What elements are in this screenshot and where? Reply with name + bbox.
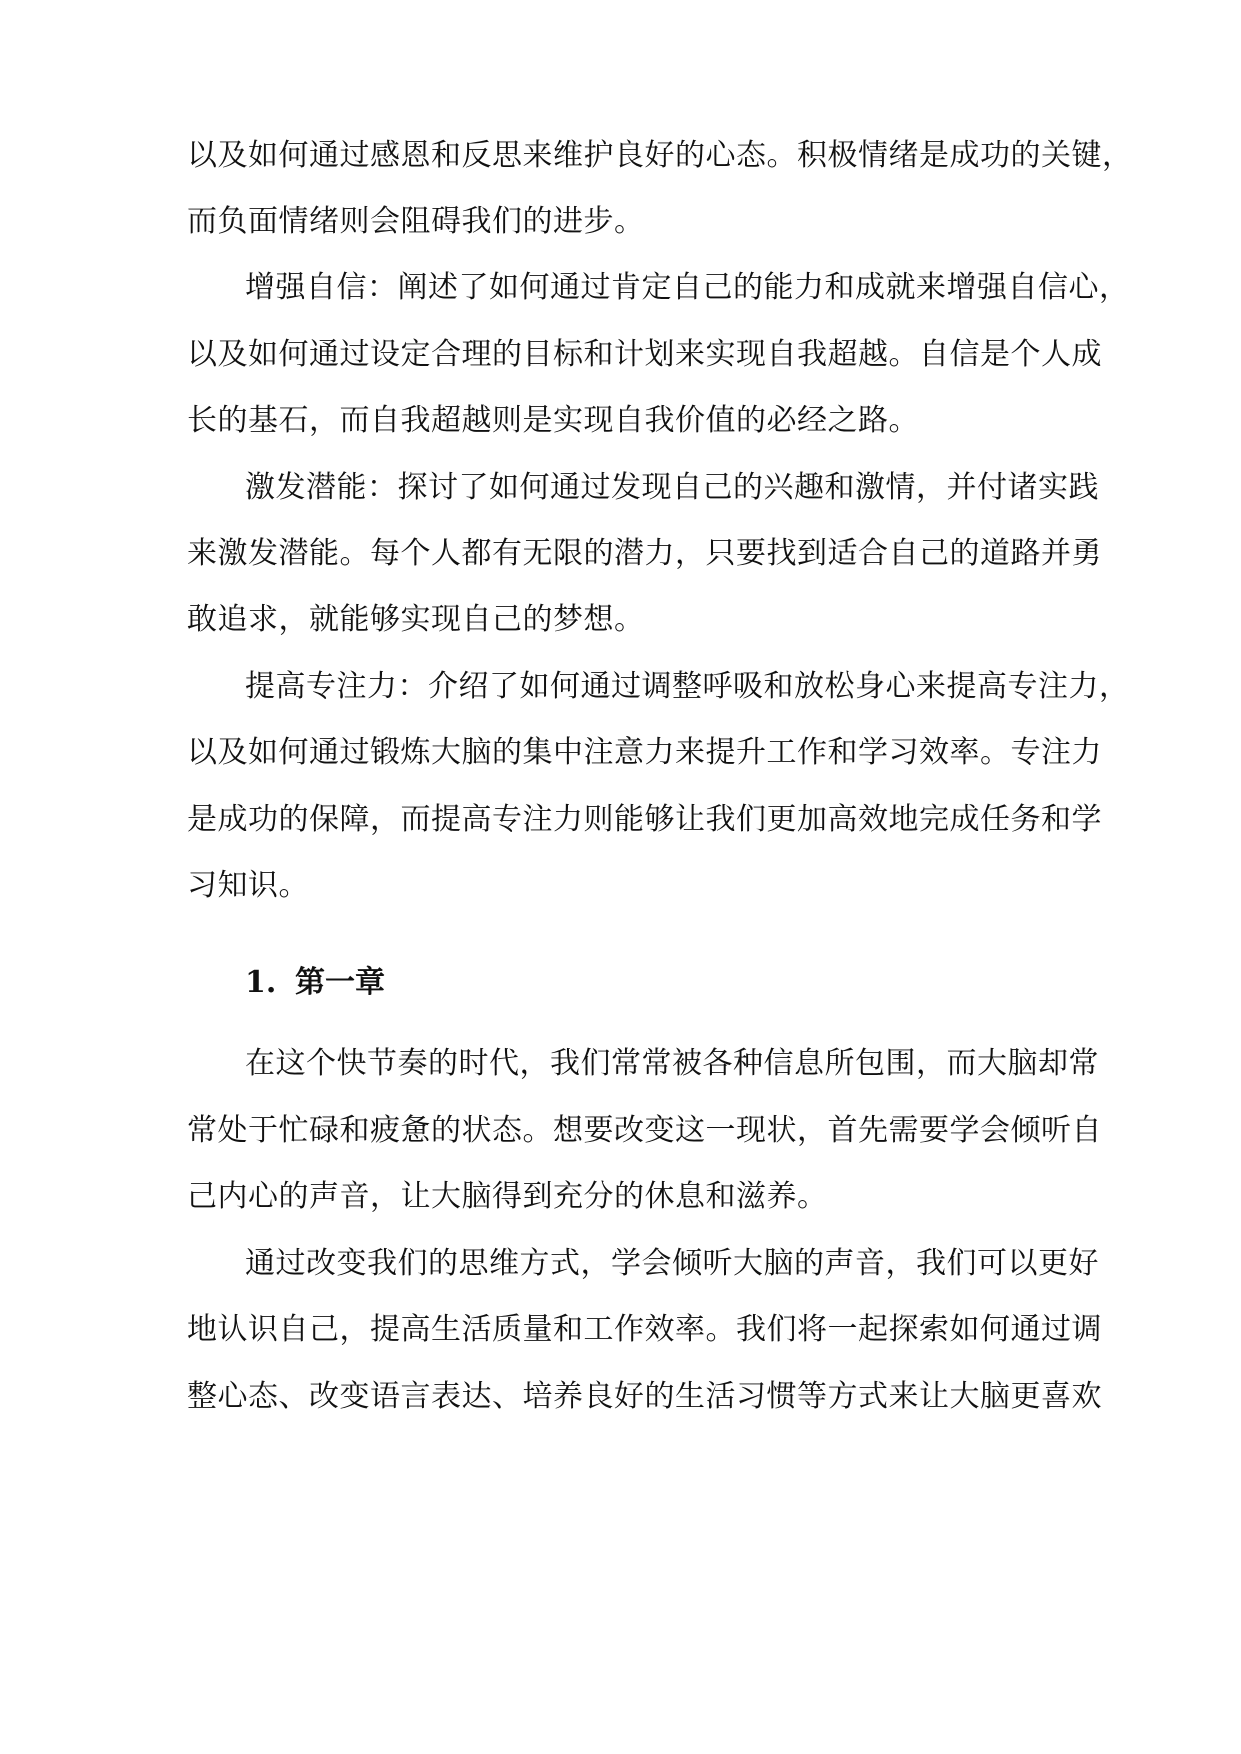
paragraph-line: 在这个快节奏的时代，我们常常被各种信息所包围，而大脑却常 xyxy=(245,1046,1099,1081)
paragraph-line: 己内心的声音，让大脑得到充分的休息和滋养。 xyxy=(187,1179,828,1214)
paragraph-line: 提高专注力：介绍了如何通过调整呼吸和放松身心来提高专注力， xyxy=(245,669,1130,704)
paragraph-line: 而负面情绪则会阻碍我们的进步。 xyxy=(187,204,645,239)
paragraph-line: 通过改变我们的思维方式，学会倾听大脑的声音，我们可以更好 xyxy=(245,1246,1099,1281)
paragraph-line: 增强自信：阐述了如何通过肯定自己的能力和成就来增强自信心， xyxy=(245,270,1130,305)
paragraph-line: 是成功的保障，而提高专注力则能够让我们更加高效地完成任务和学 xyxy=(187,802,1102,837)
paragraph-line: 长的基石，而自我超越则是实现自我价值的必经之路。 xyxy=(187,403,919,438)
paragraph-line: 习知识。 xyxy=(187,868,309,903)
paragraph-line: 来激发潜能。每个人都有无限的潜力，只要找到适合自己的道路并勇 xyxy=(187,536,1102,571)
paragraph-line: 常处于忙碌和疲惫的状态。想要改变这一现状，首先需要学会倾听自 xyxy=(187,1113,1102,1148)
chapter-title: 第一章 xyxy=(295,965,385,1000)
chapter-number: 1. xyxy=(245,965,277,1000)
chapter-heading xyxy=(245,963,385,1003)
paragraph-line: 地认识自己，提高生活质量和工作效率。我们将一起探索如何通过调 xyxy=(187,1312,1102,1347)
paragraph-line: 以及如何通过感恩和反思来维护良好的心态。积极情绪是成功的关键， xyxy=(187,138,1133,173)
paragraph-line: 以及如何通过设定合理的目标和计划来实现自我超越。自信是个人成 xyxy=(187,337,1102,372)
paragraph-line: 整心态、改变语言表达、培养良好的生活习惯等方式来让大脑更喜欢 xyxy=(187,1379,1102,1414)
paragraph-line: 以及如何通过锻炼大脑的集中注意力来提升工作和学习效率。专注力 xyxy=(187,735,1102,770)
paragraph-line: 敢追求，就能够实现自己的梦想。 xyxy=(187,602,645,637)
paragraph-line: 激发潜能：探讨了如何通过发现自己的兴趣和激情，并付诸实践 xyxy=(245,470,1099,505)
